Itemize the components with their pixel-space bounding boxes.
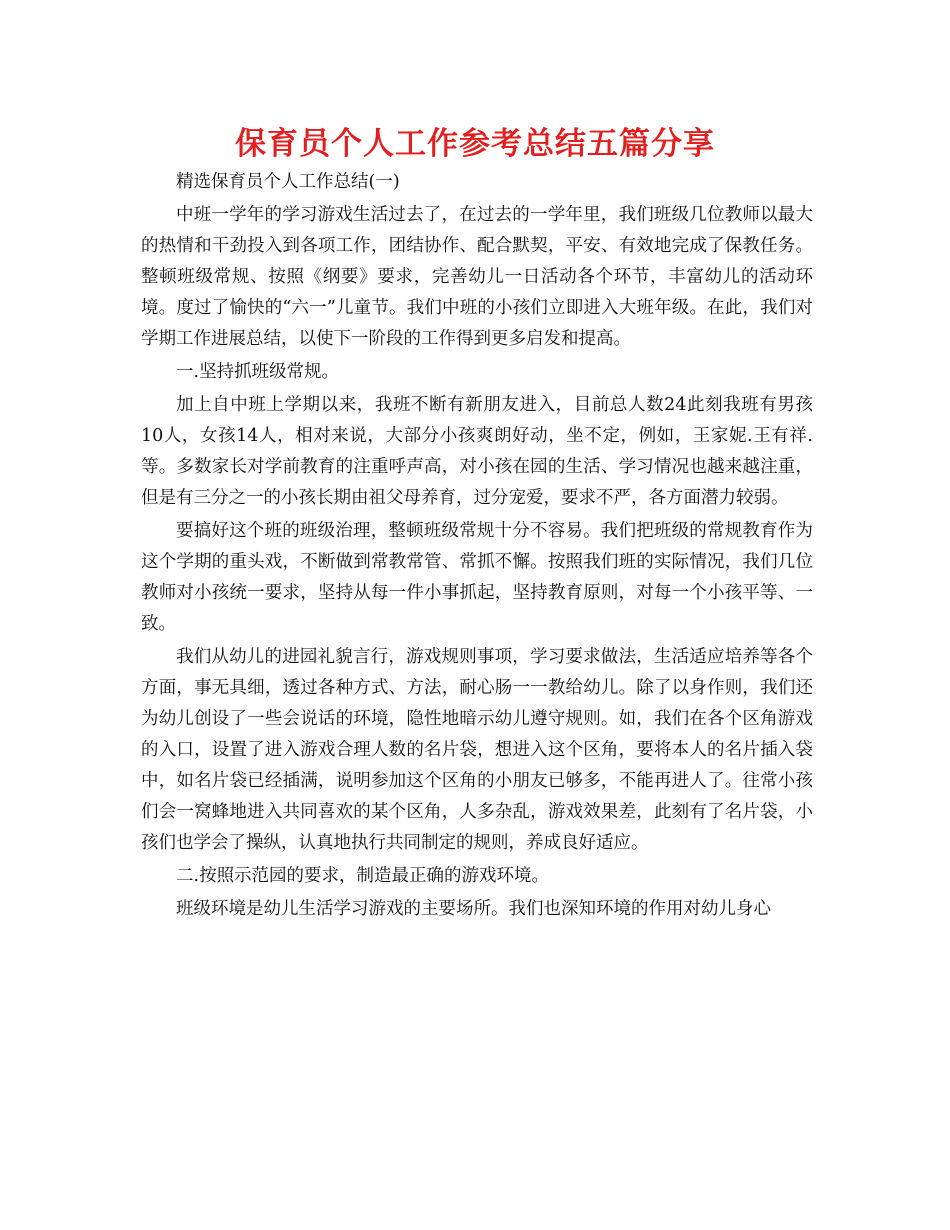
section-heading: 二.按照示范园的要求，制造最正确的游戏环境。: [176, 866, 550, 886]
paragraph: 要搞好这个班的班级治理，整顿班级常规十分不容易。我们把班级的常规教育作为这个学期的重头戏，不断做到常教常管、常抓不懈。按照我们班的实际情况，我们几位教师对小孩统一要求，坚持从每一件小事抓起，坚持教育原则，对每一个小孩平等、一致。: [141, 521, 813, 634]
document-title: 保育员个人工作参考总结五篇分享: [235, 126, 715, 162]
paragraph: 加上自中班上学期以来，我班不断有新朋友进入，目前总人数24此刻我班有男孩10人，女孩14人，相对来说，大部分小孩爽朗好动，坐不定，例如，王家妮.王有祥.等。多数家长对学前教育的注重呼声高，对小孩在园的生活、学习情况也越来越注重，但是有三分之一的小孩长期由祖父母养育，过分宠爱，要求不严，各方面潜力较弱。: [141, 395, 813, 508]
paragraph: 班级环境是幼儿生活学习游戏的主要场所。我们也深知环境的作用对幼儿身心: [176, 899, 771, 919]
section-heading: 精选保育员个人工作总结(一): [176, 172, 400, 192]
paragraph: 中班一学年的学习游戏生活过去了，在过去的一学年里，我们班级几位教师以最大的热情和干劲投入到各项工作，团结协作、配合默契，平安、有效地完成了保教任务。整顿班级常规、按照《纲要》要求，完善幼儿一日活动各个环节，丰富幼儿的活动环境。度过了愉快的“六一”儿童节。我们中班的小孩们立即进入大班年级。在此，我们对学期工作进展总结，以使下一阶段的工作得到更多启发和提高。: [141, 205, 813, 349]
section-heading: 一.坚持抓班级常规。: [176, 362, 340, 382]
paragraph: 我们从幼儿的进园礼貌言行，游戏规则事项，学习要求做法，生活适应培养等各个方面，事无具细，透过各种方式、方法，耐心肠一一教给幼儿。除了以身作则，我们还为幼儿创设了一些会说话的环境，隐性地暗示幼儿遵守规则。如，我们在各个区角游戏的入口，设置了进入游戏合理人数的名片袋，想进入这个区角，要将本人的名片插入袋中，如名片袋已经插满，说明参加这个区角的小朋友已够多，不能再进人了。往常小孩们会一窝蜂地进入共同喜欢的某个区角，人多杂乱，游戏效果差，此刻有了名片袋，小孩们也学会了操纵，认真地执行共同制定的规则，养成良好适应。: [141, 647, 813, 853]
document-body: [141, 167, 813, 925]
